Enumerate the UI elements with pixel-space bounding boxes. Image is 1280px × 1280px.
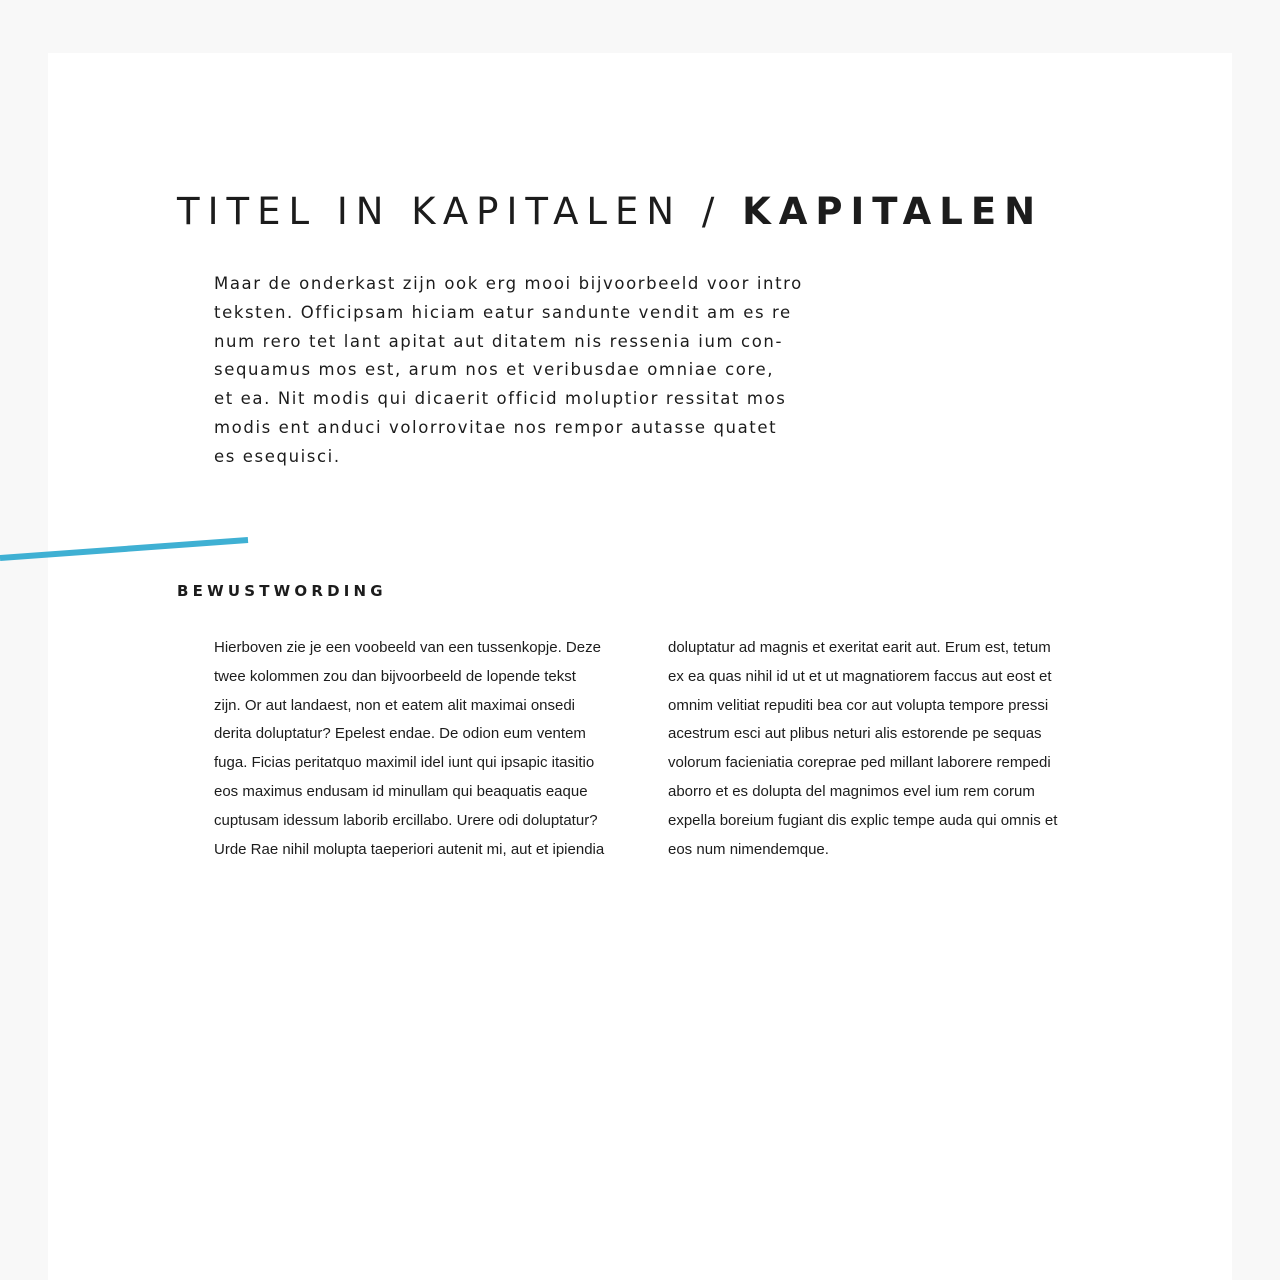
page-title — [177, 190, 1043, 234]
body-line: fuga. Ficias peritatquo maximil idel iunt qui ipsapic itasitio — [214, 754, 595, 772]
body-line: twee kolommen zou dan bijvoorbeeld de lopende tekst — [214, 667, 576, 685]
intro-line: modis ent anduci volorrovitae nos rempor autasse quatet — [214, 417, 778, 437]
body-line: cuptusam idessum laborib ercillabo. Urere odi doluptatur? — [214, 811, 598, 829]
intro-line: et ea. Nit modis qui dicaerit officid moluptior ressitat mos — [214, 389, 787, 409]
body-line: eos num nimendemque. — [668, 840, 829, 858]
body-column-left — [214, 634, 604, 864]
title-light: TITEL IN KAPITALEN / — [177, 190, 743, 233]
title-bold: KAPITALEN — [742, 190, 1044, 233]
body-line: zijn. Or aut landaest, non et eatem alit maximai onsedi — [214, 696, 576, 714]
body-column-right — [668, 634, 1057, 864]
body-line: volorum facieniatia coreprae ped millant laborere rempedi — [668, 754, 1051, 772]
body-line: aborro et es dolupta del magnimos evel ium rem corum — [668, 782, 1035, 800]
intro-line: num rero tet lant apitat aut ditatem nis ressenia ium con- — [214, 331, 784, 351]
intro-line: sequamus mos est, arum nos et veribusdae omniae core, — [214, 360, 775, 380]
intro-line: Maar de onderkast zijn ook erg mooi bijvoorbeeld voor intro — [214, 274, 803, 293]
intro-line: es esequisci. — [214, 446, 341, 466]
body-line: ex ea quas nihil id ut et ut magnatiorem faccus aut eost et — [668, 667, 1052, 685]
body-line: acestrum esci aut plibus neturi alis estorende pe sequas — [668, 725, 1042, 743]
body-line: expella boreium fugiant dis explic tempe auda qui omnis et — [668, 811, 1058, 829]
intro-line: teksten. Officipsam hiciam eatur sandunte vendit am es re — [214, 302, 792, 322]
body-line: doluptatur ad magnis et exeritat earit aut. Erum est, tetum — [668, 639, 1051, 656]
section-heading: BEWUSTWORDING — [177, 582, 387, 600]
body-line: derita doluptatur? Epelest endae. De odion eum ventem — [214, 725, 586, 743]
body-line: eos maximus endusam id minullam qui beaquatis eaque — [214, 782, 588, 800]
body-line: Urde Rae nihil molupta taeperiori autenit mi, aut et ipiendia — [214, 840, 605, 858]
body-line: Hierboven zie je een voobeeld van een tussenkopje. Deze — [214, 639, 601, 656]
body-line: omnim velitiat repuditi bea cor aut volupta tempore pressi — [668, 696, 1049, 714]
intro-paragraph — [214, 270, 854, 472]
